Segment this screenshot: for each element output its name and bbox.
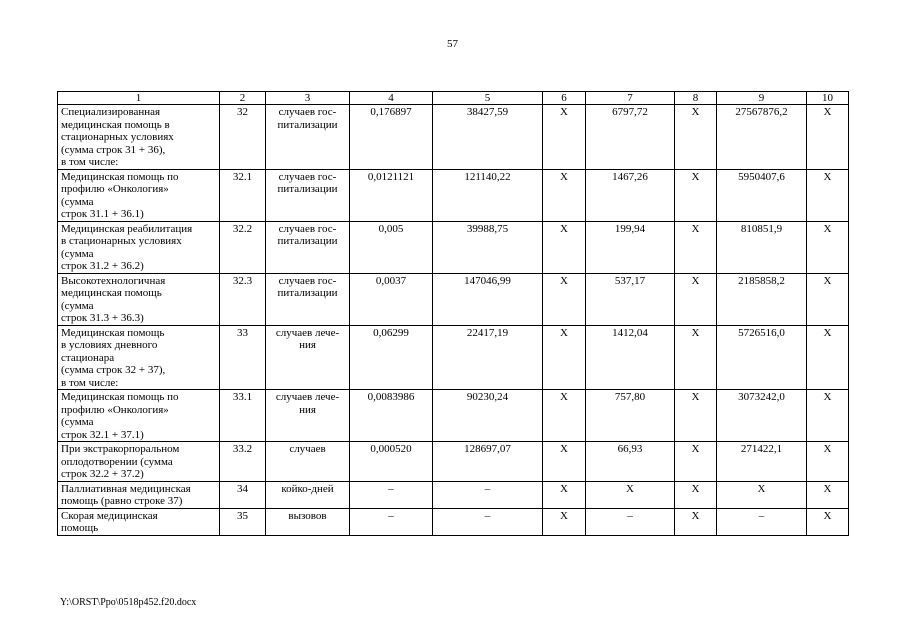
row-cell-c8: X	[675, 481, 717, 508]
row-cell-c8: X	[675, 105, 717, 170]
table-row	[58, 105, 849, 170]
row-cell-c9: 3073242,0	[717, 390, 807, 442]
row-cell-c4: 0,0083986	[350, 390, 433, 442]
row-cell-c10: X	[807, 442, 849, 482]
row-cell-c6: X	[543, 325, 586, 390]
row-cell-c9: 271422,1	[717, 442, 807, 482]
column-header-4: 4	[350, 92, 433, 105]
row-cell-c5: 90230,24	[433, 390, 543, 442]
row-name-line: строк 32.1 + 37.1)	[61, 428, 144, 441]
row-unit-line: вызовов	[288, 509, 327, 522]
column-header-9: 9	[717, 92, 807, 105]
row-cell-c10: X	[807, 105, 849, 170]
row-cell-c8: X	[675, 508, 717, 535]
row-name-line: (сумма	[61, 195, 94, 208]
row-cell-c9: 27567876,2	[717, 105, 807, 170]
row-name-line: Паллиативная медицинская	[61, 482, 191, 495]
row-unit-line: случаев гос-	[278, 222, 337, 235]
row-name-line: профилю «Онкология»	[61, 183, 169, 195]
row-name-line: Специализированная	[61, 106, 161, 118]
row-name-line: При экстракорпоральном	[61, 443, 180, 455]
row-cell-c10: X	[807, 169, 849, 221]
row-cell-c7: 199,94	[586, 221, 675, 273]
column-header-8: 8	[675, 92, 717, 105]
row-name-cell	[58, 169, 220, 221]
row-cell-c10: X	[807, 390, 849, 442]
row-name-cell	[58, 481, 220, 508]
table-body	[58, 105, 849, 536]
row-cell-c9: 810851,9	[717, 221, 807, 273]
row-unit-line: случаев лече-	[275, 326, 340, 339]
column-header-5: 5	[433, 92, 543, 105]
row-cell-c6: X	[543, 273, 586, 325]
row-cell-c5: 39988,75	[433, 221, 543, 273]
row-name-line: (сумма строк 32 + 37),	[61, 364, 166, 376]
row-cell-c5: 22417,19	[433, 325, 543, 390]
table-row	[58, 390, 849, 442]
row-name-cell	[58, 273, 220, 325]
row-code-cell: 33.2	[220, 442, 266, 482]
row-cell-c7: 1467,26	[586, 169, 675, 221]
row-cell-c8: X	[675, 169, 717, 221]
row-code-cell: 33.1	[220, 390, 266, 442]
row-unit-cell	[266, 390, 350, 442]
row-unit-line: случаев	[289, 443, 326, 455]
row-unit-line: питализации	[277, 287, 338, 299]
row-cell-c9: 2185858,2	[717, 273, 807, 325]
row-name-cell	[58, 105, 220, 170]
column-header-10: 10	[807, 92, 849, 105]
header-row	[58, 92, 849, 105]
row-cell-c7: 1412,04	[586, 325, 675, 390]
column-header-1: 1	[58, 92, 220, 105]
row-code-cell: 33	[220, 325, 266, 390]
row-cell-c9: X	[717, 481, 807, 508]
row-cell-c9: 5726516,0	[717, 325, 807, 390]
row-cell-c10: X	[807, 481, 849, 508]
row-name-line: помощь (равно строке 37)	[61, 495, 183, 507]
row-unit-line: ния	[299, 339, 316, 351]
row-unit-line: случаев лече-	[275, 391, 340, 403]
row-name-line: Медицинская реабилитация	[61, 222, 193, 235]
row-name-line: строк 31.1 + 36.1)	[61, 208, 144, 220]
table-row	[58, 481, 849, 508]
row-cell-c4: 0,06299	[350, 325, 433, 390]
row-cell-c4: 0,000520	[350, 442, 433, 482]
row-cell-c10: X	[807, 221, 849, 273]
row-name-line: (сумма	[61, 299, 94, 312]
row-name-line: помощь	[61, 522, 99, 534]
row-name-line: в том числе:	[61, 376, 119, 389]
row-cell-c5: 147046,99	[433, 273, 543, 325]
row-unit-cell	[266, 105, 350, 170]
row-cell-c10: X	[807, 325, 849, 390]
row-cell-c7: X	[586, 481, 675, 508]
row-name-cell	[58, 508, 220, 535]
row-unit-line: случаев гос-	[278, 170, 337, 183]
row-name-line: Медицинская помощь	[61, 326, 165, 339]
row-unit-cell	[266, 273, 350, 325]
row-unit-line: питализации	[277, 235, 338, 247]
row-code-cell: 34	[220, 481, 266, 508]
row-cell-c8: X	[675, 273, 717, 325]
row-name-line: Скорая медицинская	[61, 509, 158, 522]
row-unit-cell	[266, 221, 350, 273]
row-code-cell: 35	[220, 508, 266, 535]
row-unit-cell	[266, 442, 350, 482]
row-cell-c7: 537,17	[586, 273, 675, 325]
row-cell-c5: 121140,22	[433, 169, 543, 221]
row-code-cell: 32.3	[220, 273, 266, 325]
row-name-line: строк 31.3 + 36.3)	[61, 312, 144, 324]
row-cell-c5: –	[433, 481, 543, 508]
row-cell-c7: 757,80	[586, 390, 675, 442]
row-code-cell: 32.1	[220, 169, 266, 221]
row-name-line: оплодотворении (сумма	[61, 455, 173, 468]
row-unit-line: питализации	[277, 183, 338, 195]
column-header-7: 7	[586, 92, 675, 105]
row-cell-c10: X	[807, 508, 849, 535]
table-row	[58, 508, 849, 535]
row-name-line: (сумма	[61, 416, 94, 428]
row-name-line: профилю «Онкология»	[61, 403, 169, 416]
row-cell-c8: X	[675, 390, 717, 442]
row-unit-line: ния	[299, 403, 316, 416]
row-name-line: стационарных условиях	[61, 131, 174, 143]
row-name-line: строк 31.2 + 36.2)	[61, 260, 144, 272]
row-name-line: стационара	[61, 351, 115, 364]
row-cell-c5: –	[433, 508, 543, 535]
row-cell-c6: X	[543, 169, 586, 221]
row-cell-c4: –	[350, 481, 433, 508]
footer-file-path: Y:\ORST\Ppo\0518p452.f20.docx	[60, 597, 197, 608]
data-table	[57, 91, 849, 536]
table-row	[58, 442, 849, 482]
table-row	[58, 169, 849, 221]
row-name-line: медицинская помощь в	[61, 118, 170, 131]
row-name-cell	[58, 221, 220, 273]
row-cell-c8: X	[675, 442, 717, 482]
table-row	[58, 273, 849, 325]
row-cell-c6: X	[543, 442, 586, 482]
row-cell-c9: –	[717, 508, 807, 535]
row-cell-c6: X	[543, 221, 586, 273]
row-unit-cell	[266, 169, 350, 221]
row-cell-c9: 5950407,6	[717, 169, 807, 221]
row-cell-c6: X	[543, 105, 586, 170]
row-cell-c4: 0,176897	[350, 105, 433, 170]
row-cell-c8: X	[675, 325, 717, 390]
row-name-line: в условиях дневного	[61, 339, 158, 351]
row-name-cell	[58, 390, 220, 442]
row-cell-c6: X	[543, 481, 586, 508]
row-code-cell: 32.2	[220, 221, 266, 273]
row-cell-c4: 0,0121121	[350, 169, 433, 221]
row-unit-line: койко-дней	[281, 482, 334, 495]
row-name-line: строк 32.2 + 37.2)	[61, 468, 144, 480]
row-name-cell	[58, 442, 220, 482]
row-cell-c4: 0,0037	[350, 273, 433, 325]
row-name-line: в том числе:	[61, 156, 119, 168]
row-name-line: Медицинская помощь по	[61, 170, 179, 183]
row-code-cell: 32	[220, 105, 266, 170]
table-row	[58, 325, 849, 390]
row-name-line: медицинская помощь	[61, 287, 162, 299]
row-cell-c6: X	[543, 390, 586, 442]
row-name-line: в стационарных условиях	[61, 235, 182, 247]
row-cell-c7: 6797,72	[586, 105, 675, 170]
row-unit-cell	[266, 481, 350, 508]
row-name-line: (сумма строк 31 + 36),	[61, 143, 166, 156]
row-unit-cell	[266, 325, 350, 390]
row-name-cell	[58, 325, 220, 390]
row-cell-c5: 38427,59	[433, 105, 543, 170]
row-cell-c4: –	[350, 508, 433, 535]
row-cell-c6: X	[543, 508, 586, 535]
row-name-line: Медицинская помощь по	[61, 391, 179, 403]
row-unit-line: случаев гос-	[278, 106, 337, 118]
row-cell-c4: 0,005	[350, 221, 433, 273]
page-number: 57	[447, 38, 458, 50]
column-header-6: 6	[543, 92, 586, 105]
row-unit-cell	[266, 508, 350, 535]
column-header-2: 2	[220, 92, 266, 105]
row-name-line: (сумма	[61, 247, 94, 260]
row-cell-c7: 66,93	[586, 442, 675, 482]
table-row	[58, 221, 849, 273]
row-cell-c7: –	[586, 508, 675, 535]
row-cell-c10: X	[807, 273, 849, 325]
column-header-3: 3	[266, 92, 350, 105]
row-cell-c5: 128697,07	[433, 442, 543, 482]
row-unit-line: случаев гос-	[278, 274, 337, 287]
row-name-line: Высокотехнологичная	[61, 274, 166, 287]
row-cell-c8: X	[675, 221, 717, 273]
row-unit-line: питализации	[277, 118, 338, 131]
